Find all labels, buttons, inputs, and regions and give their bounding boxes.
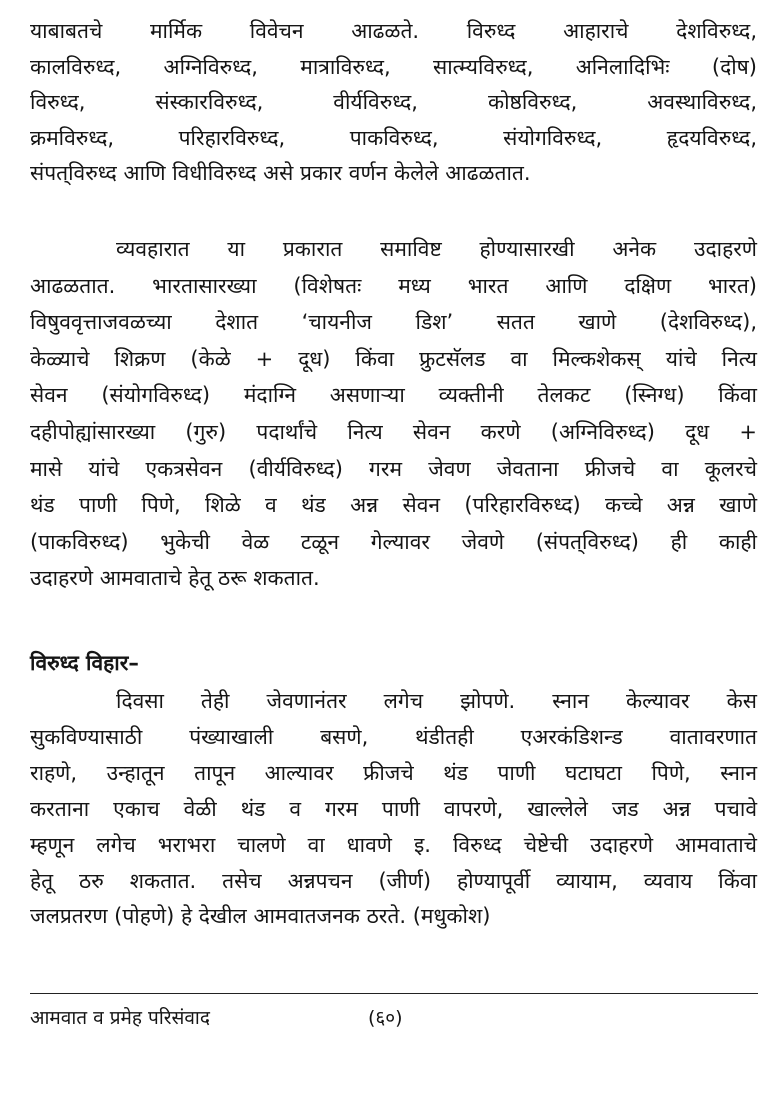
text-line: याबाबतचे मार्मिक विवेचन आढळते. विरुध्द आहाराचे देशविरुध्द,	[30, 19, 757, 43]
text-line: विरुध्द, संस्कारविरुध्द, वीर्यविरुध्द, कोष्ठविरुध्द, अवस्थाविरुध्द,	[30, 90, 757, 114]
section-heading: विरुध्द विहार–	[30, 651, 139, 675]
text-line: कालविरुध्द, अग्निविरुध्द, मात्राविरुध्द, सात्म्यविरुध्द, अनिलादिभिः (दोष)	[30, 54, 757, 79]
text-line: उदाहरणे आमवाताचे हेतू ठरू शकतात.	[30, 566, 320, 591]
text-line: करताना एकाच वेळी थंड व गरम पाणी वापरणे, खाल्लेले जड अन्न पचावे	[30, 796, 757, 821]
text-line: क्रमविरुध्द, परिहारविरुध्द, पाकविरुध्द, संयोगविरुध्द, हृदयविरुध्द,	[30, 125, 757, 150]
text-line: (पाकविरुध्द) भुकेची वेळ टळून गेल्यावर जेवणे (संपत्‌विरुध्द) ही काही	[30, 529, 757, 554]
text-line: थंड पाणी पिणे, शिळे व थंड अन्न सेवन (परिहारविरुध्द) कच्चे अन्न खाणे	[30, 493, 757, 518]
text-line: सुकविण्यासाठी पंख्याखाली बसणे, थंडीतही एअरकंडिशन्ड वातावरणात	[30, 724, 757, 749]
text-line: मासे यांचे एकत्रसेवन (वीर्यविरुध्द) गरम जेवण जेवताना फ्रीजचे वा कूलरचे	[30, 456, 757, 481]
text-line: राहणे, उन्हातून तापून आल्यावर फ्रीजचे थंड पाणी घटाघटा पिणे, स्नान	[30, 760, 757, 785]
text-line: संपत्‌विरुध्द आणि विधीविरुध्द असे प्रकार वर्णन केलेले आढळतात.	[30, 161, 531, 185]
text-line: आढळतात. भारतासारख्या (विशेषतः मध्य भारत आणि दक्षिण भारत)	[30, 273, 757, 298]
text-line: हेतू ठरु शकतात. तसेच अन्नपचन (जीर्ण) होण्यापूर्वी व्यायाम, व्यवाय किंवा	[30, 868, 757, 893]
text-line: सेवन (संयोगविरुध्द) मंदाग्नि असणाऱ्या व्यक्तीनी तेलकट (स्निग्ध) किंवा	[30, 383, 757, 408]
text-line: म्हणून लगेच भराभरा चालणे वा धावणे इ. विरुध्द चेष्टेची उदाहरणे आमवाताचे	[30, 832, 757, 857]
text-line: केळ्याचे शिक्रण (केळे + दूध) किंवा फ्रुटसॅलड वा मिल्कशेकस् यांचे नित्य	[30, 346, 757, 371]
page-number: (६०)	[368, 1007, 403, 1029]
footer-divider	[30, 993, 758, 994]
text-line: विषुववृत्ताजवळच्या देशात ‘चायनीज डिश’ सतत खाणे (देशविरुध्द),	[30, 310, 757, 335]
footer-title: आमवात व प्रमेह परिसंवाद	[30, 1007, 210, 1029]
text-line: व्यवहारात या प्रकारात समाविष्ट होण्यासारखी अनेक उदाहरणे	[116, 237, 757, 261]
text-line: दिवसा तेही जेवणानंतर लगेच झोपणे. स्नान केल्यावर केस	[116, 689, 757, 713]
text-line: दहीपोह्यांसारख्या (गुरु) पदार्थांचे नित्य सेवन करणे (अग्निविरुध्द) दूध +	[30, 420, 757, 444]
text-line: जलप्रतरण (पोहणे) हे देखील आमवातजनक ठरते. (मधुकोश)	[30, 904, 491, 929]
